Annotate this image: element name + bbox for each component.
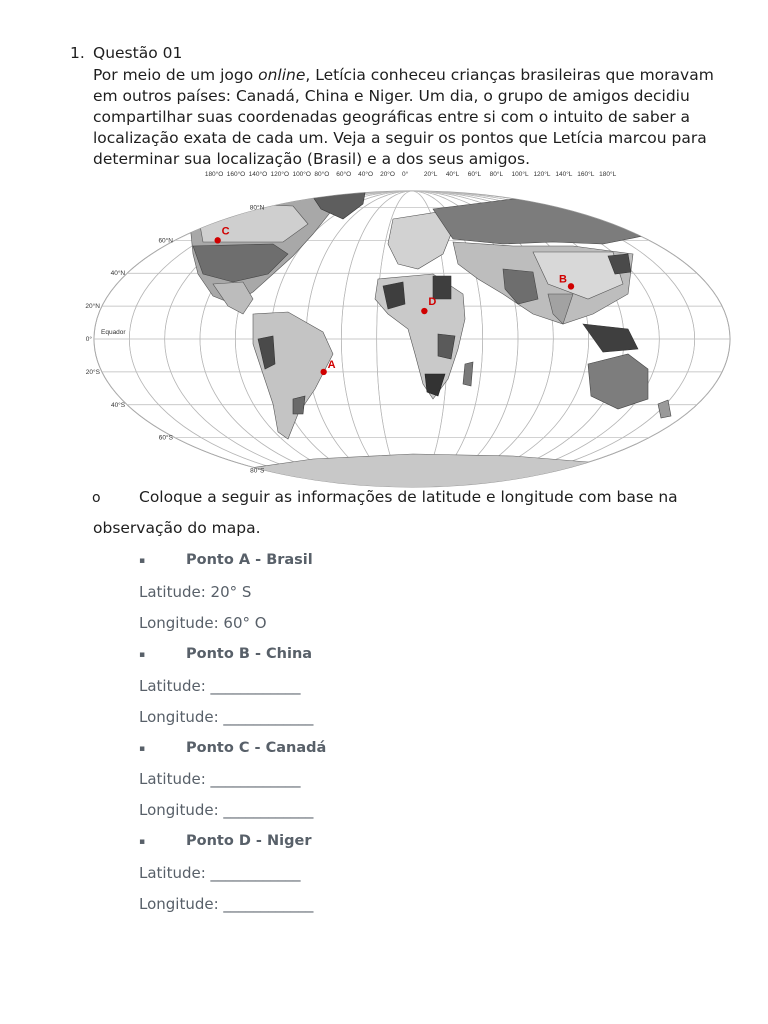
latitude-label: 0° [85,336,92,343]
longitude-label: 60°L [467,171,482,178]
instruction-line-2: observação do mapa. [93,519,261,537]
longitude-label: 160°O [226,171,246,178]
longitude-label: 60°O [336,171,352,178]
marker-b-dot [568,283,574,289]
instruction-line-1: Coloque a seguir as informações de latitude e longitude com base na [139,488,678,506]
marker-a-dot [320,369,326,375]
point-c-latitude[interactable]: Latitude: ____________ [139,770,301,788]
longitude-label: 0° [402,171,409,178]
point-d-bullet: ▪ [139,837,146,847]
longitude-label: 120°L [533,171,551,178]
latitude-label: 60°N [158,237,173,245]
longitude-label: 40°L [445,171,460,178]
intro-line: Por meio de um jogo online, Letícia conheceu crianças brasileiras que moravam [93,66,714,84]
latitude-label: 40°S [110,401,126,409]
marker-a-label: A [327,358,336,371]
point-b-longitude[interactable]: Longitude: ____________ [139,708,314,726]
intro-line: determinar sua localização (Brasil) e a dos seus amigos. [93,150,531,168]
marker-d-dot [421,308,427,314]
point-d-latitude[interactable]: Latitude: ____________ [139,864,301,882]
point-c-title: Ponto C - Canadá [186,740,327,756]
intro-line: localização exata de cada um. Veja a seguir os pontos que Letícia marcou para [93,129,707,147]
longitude-label: 100°L [511,171,529,178]
uruguay [293,396,305,414]
latitude-label: 40°N [110,270,126,278]
point-a-latitude: Latitude: 20° S [139,583,252,601]
point-d-title: Ponto D - Niger [186,833,312,849]
longitude-label: 180°L [599,171,617,178]
latitude-label: 20°N [85,303,100,311]
point-d-longitude[interactable]: Longitude: ____________ [139,895,314,913]
longitude-label: 140°O [248,171,268,178]
point-b-title: Ponto B - China [186,646,313,662]
world-map [85,164,738,488]
point-a-bullet: ▪ [139,556,146,566]
longitude-label: 120°O [270,171,290,178]
intro-line: compartilhar suas coordenadas geográficas entre si com o intuito de saber a [93,108,691,126]
longitude-label: 20°L [423,171,438,178]
longitude-label: 40°O [358,171,374,178]
marker-c-dot [214,237,220,243]
longitude-label: 80°O [314,171,330,178]
latitude-label: 80°N [249,204,265,212]
longitude-label: 80°L [489,171,504,178]
intro-line: em outros países: Canadá, China e Niger. Um dia, o grupo de amigos decidiu [93,87,690,105]
longitude-label: 100°O [292,171,311,178]
latitude-label: 80°S [250,467,265,475]
point-a-title: Ponto A - Brasil [186,552,313,568]
question-number: 1. [70,44,85,62]
world-map-svg [85,164,738,488]
marker-c-label: C [221,225,230,238]
longitude-label: 140°L [555,171,573,178]
point-c-longitude[interactable]: Longitude: ____________ [139,801,314,819]
marker-b-label: B [559,273,567,286]
question-intro [93,65,733,170]
point-c-bullet: ▪ [139,744,146,754]
point-a-longitude: Longitude: 60° O [139,614,267,632]
longitude-labels [205,170,617,178]
longitude-label: 160°L [577,171,595,178]
point-b-bullet: ▪ [139,650,146,660]
equator-label: Equador [101,329,126,336]
latitude-label: 60°S [158,434,173,442]
longitude-label: 180°O [204,171,224,178]
latitude-label: 20°S [85,368,100,376]
marker-d-label: D [428,296,437,309]
instruction-bullet: o [92,490,101,506]
point-b-latitude[interactable]: Latitude: ____________ [139,677,301,695]
question-title: Questão 01 [93,44,183,62]
longitude-label: 20°O [380,171,395,178]
